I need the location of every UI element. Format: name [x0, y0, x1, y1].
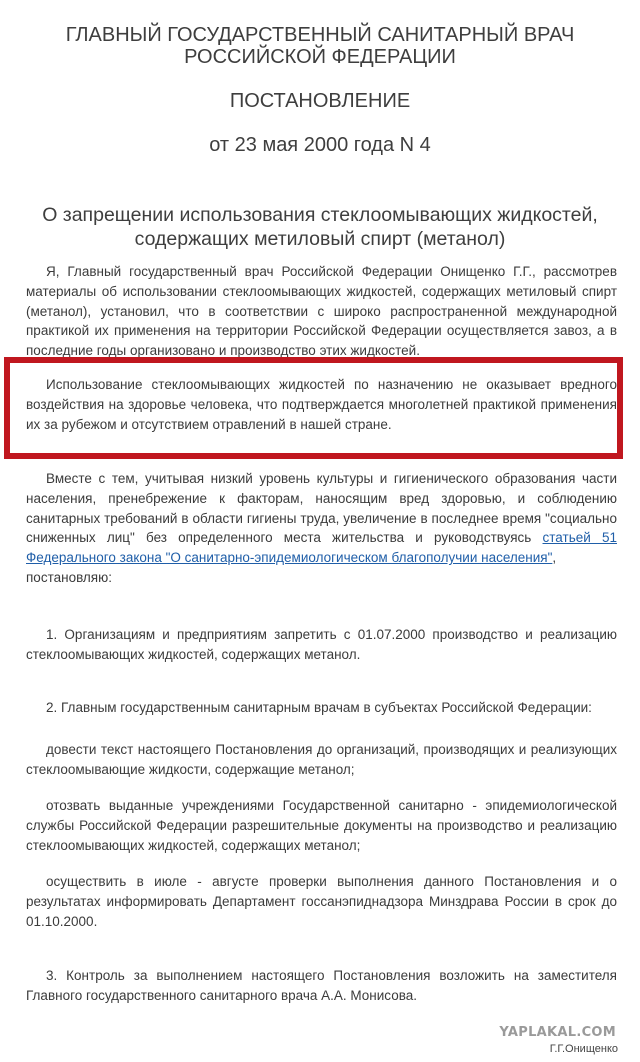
item-2a-text: довести текст настоящего Постановления до организаций, производящих и реализующих стеклоомывающие жидкости, содержащие метанол; — [26, 742, 617, 777]
document-title-line-2: содержащих метиловый спирт (метанол) — [134, 228, 506, 250]
document-title — [20, 203, 620, 251]
site-watermark: YAPLAKAL.COM — [499, 1025, 616, 1040]
however-paragraph — [26, 469, 617, 568]
item-1 — [26, 625, 617, 665]
item-3 — [26, 966, 617, 1006]
however-end: , — [552, 550, 557, 566]
resolve-text: постановляю: — [26, 570, 112, 585]
signature: Г.Г.Онищенко — [549, 1043, 618, 1055]
issuer-line-1: ГЛАВНЫЙ ГОСУДАРСТВЕННЫЙ САНИТАРНЫЙ ВРАЧ — [65, 24, 575, 46]
item-3-text: 3. Контроль за выполнением настоящего Постановления возложить на заместителя Главного государственного санитарного врача А.А. Монисова. — [26, 968, 617, 1003]
document-date-number: от 23 мая 2000 года N 4 — [209, 134, 431, 156]
document-title-line-1: О запрещении использования стеклоомывающих жидкостей, — [42, 204, 598, 226]
intro-paragraph — [26, 262, 617, 361]
resolve-paragraph — [26, 568, 617, 588]
however-text: Вместе с тем, учитывая низкий уровень культуры и гигиенического образования части населения, пренебрежение к факторам, наносящим вред здоровью, и соблюдению санитарных требований в области гигиены труда, увеличение в последнее время "социально сниженных лиц" без определенного места жительства и руководствуясь — [26, 471, 617, 546]
item-2c — [26, 872, 617, 931]
item-2b-text: отозвать выданные учреждениями Государственной санитарно - эпидемиологической службы Российской Федерации разрешительные документы на производство и реализацию стеклоомывающих жидкостей, содержащих метанол; — [26, 798, 617, 853]
highlighted-text: Использование стеклоомывающих жидкостей по назначению не оказывает вредного воздействия на здоровье человека, что подтверждается многолетней практикой применения их за рубежом и отсутствием отравлений в нашей стране. — [26, 377, 617, 432]
issuer-line-2: РОССИЙСКОЙ ФЕДЕРАЦИИ — [184, 46, 456, 68]
item-2a — [26, 740, 617, 780]
item-1-text: 1. Организациям и предприятиям запретить с 01.07.2000 производство и реализацию стеклоомывающих жидкостей, содержащих метанол. — [26, 627, 617, 662]
highlighted-paragraph — [26, 375, 617, 434]
item-2 — [26, 698, 617, 718]
item-2-text: 2. Главным государственным санитарным врачам в субъектах Российской Федерации: — [46, 700, 592, 715]
item-2b — [26, 796, 617, 855]
law-link[interactable]: статьей 51 Федерального закона "О санитарно-эпидемиологическом благополучии населения" — [26, 530, 617, 566]
intro-text: Я, Главный государственный врач Российской Федерации Онищенко Г.Г., рассмотрев материалы об использовании стеклоомывающих жидкостей, содержащих метиловый спирт (метанол), установил, что в соответствии с широко распространенной международной практикой их применения на территории Российской Федерации осуществляется завоз, а в последние годы организовано и производство этих жидкостей. — [26, 264, 617, 359]
document-type: ПОСТАНОВЛЕНИЕ — [229, 90, 411, 112]
item-2c-text: осуществить в июле - августе проверки выполнения данного Постановления и о результатах информировать Департамент госсанэпиднадзора Минздрава России в срок до 01.10.2000. — [26, 874, 617, 929]
